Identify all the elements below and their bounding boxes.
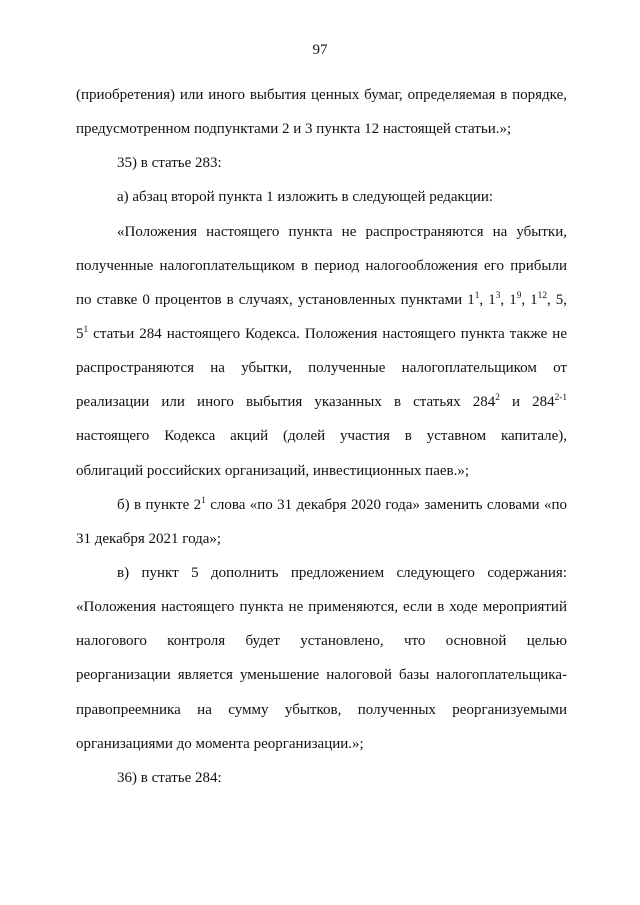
text-segment: , 1 bbox=[479, 291, 496, 308]
page-body bbox=[76, 78, 567, 795]
superscript: 12 bbox=[537, 290, 547, 301]
page-number: 97 bbox=[312, 42, 328, 58]
text-segment: статьи 284 настоящего Кодекса. Положения настоящего пункта также не bbox=[88, 325, 567, 342]
text-segment: слова «по 31 декабря 2020 года» заменить словами «по bbox=[205, 496, 567, 513]
text-line: правопреемника на сумму убытков, полученных реорганизуемыми bbox=[76, 701, 567, 718]
text-line: 36) в статье 284: bbox=[117, 769, 222, 786]
text-line: «Положения настоящего пункта не применяются, если в ходе мероприятий bbox=[76, 599, 567, 616]
superscript: 3 bbox=[495, 290, 501, 301]
superscript: 2 bbox=[495, 393, 500, 404]
text-segment: и 284 bbox=[499, 394, 555, 411]
text-segment: 5 bbox=[76, 325, 84, 342]
text-line: а) абзац второй пункта 1 изложить в следующей редакции: bbox=[117, 189, 494, 206]
text-segment: , 1 bbox=[521, 291, 538, 308]
superscript: 1 bbox=[201, 495, 206, 506]
text-line bbox=[76, 317, 567, 351]
text-line: облигаций российских организаций, инвестиционных паев.»; bbox=[76, 462, 470, 479]
text-line: распространяются на убытки, полученные налогоплательщиком от bbox=[76, 360, 567, 377]
text-line: в) пункт 5 дополнить предложением следующего содержания: bbox=[117, 564, 567, 581]
superscript: 9 bbox=[516, 290, 522, 301]
text-segment: , 1 bbox=[500, 291, 517, 308]
text-segment: по ставке 0 процентов в случаях, установленных пунктами 1 bbox=[76, 291, 475, 308]
superscript: 1 bbox=[83, 324, 89, 335]
superscript: 1 bbox=[474, 290, 480, 301]
text-line bbox=[76, 385, 567, 419]
text-line: 35) в статье 283: bbox=[117, 155, 222, 172]
text-line: реорганизации является уменьшение налоговой базы налогоплательщика- bbox=[76, 667, 567, 684]
text-line: 31 декабря 2021 года»; bbox=[76, 530, 222, 547]
text-line bbox=[76, 488, 567, 522]
text-line bbox=[76, 283, 567, 317]
text-line: организациями до момента реорганизации.»; bbox=[76, 735, 364, 752]
text-line: полученные налогоплательщиком в период налогообложения его прибыли bbox=[76, 257, 567, 274]
text-segment: , 5, bbox=[546, 291, 567, 308]
text-line: (приобретения) или иного выбытия ценных бумаг, определяемая в порядке, bbox=[76, 87, 567, 103]
superscript: 2-1 bbox=[554, 393, 567, 404]
text-segment: реализации или иного выбытия указанных в статьях 284 bbox=[76, 394, 496, 411]
text-segment: б) в пункте 2 bbox=[117, 496, 202, 513]
text-line: настоящего Кодекса акций (долей участия в уставном капитале), bbox=[76, 428, 567, 445]
text-line: «Положения настоящего пункта не распространяются на убытки, bbox=[117, 223, 567, 240]
text-line: предусмотренном подпунктами 2 и 3 пункта 12 настоящей статьи.»; bbox=[76, 121, 512, 138]
text-line: налогового контроля будет установлено, что основной целью bbox=[76, 633, 567, 650]
